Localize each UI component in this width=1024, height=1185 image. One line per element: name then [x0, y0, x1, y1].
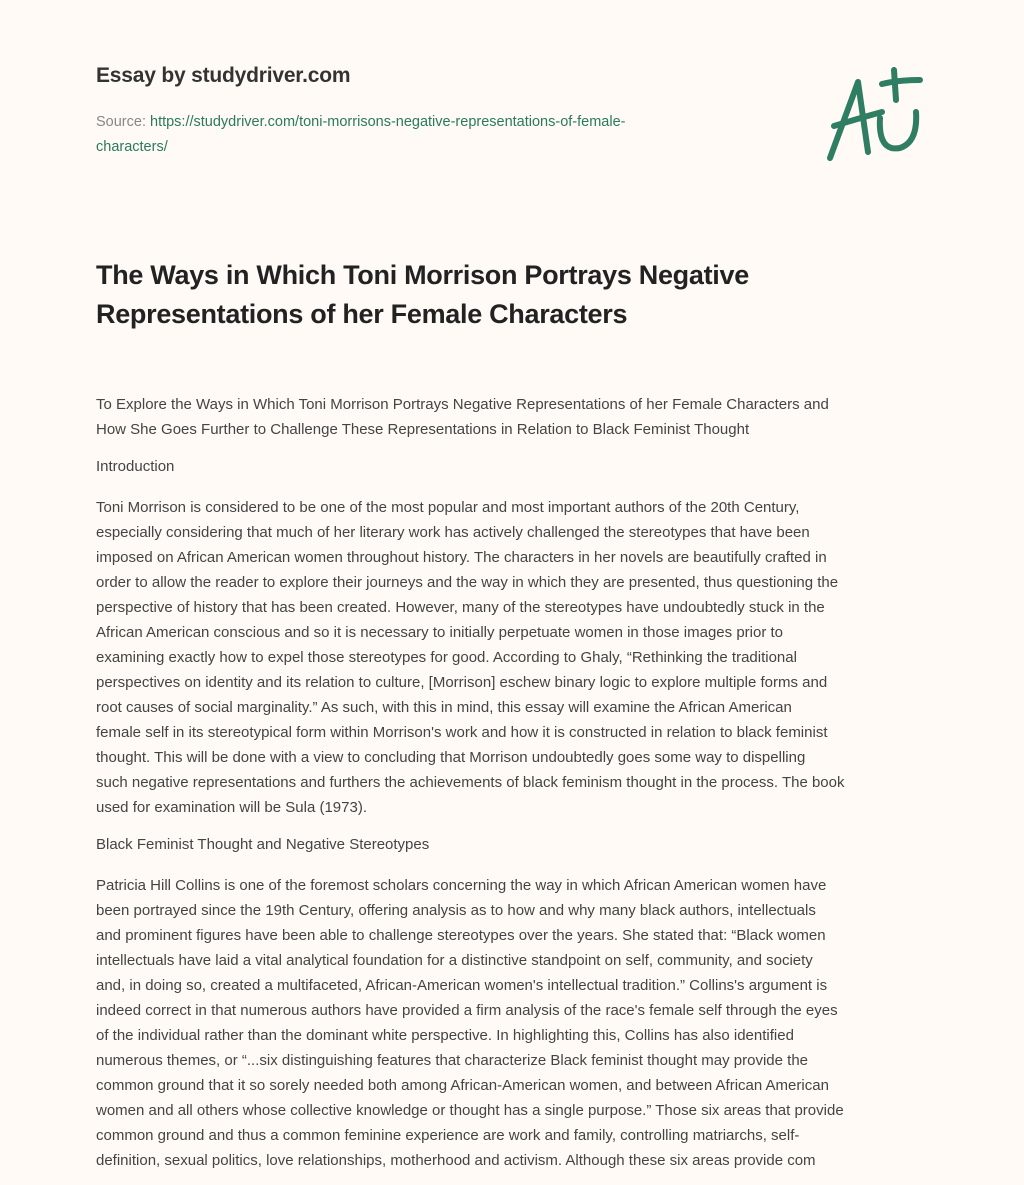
a-plus-logo-icon [820, 60, 930, 170]
text-line: intellectuals have laid a vital analytical foundation for a distinctive standpoint on self, community, and society [96, 952, 813, 969]
text-line: definition, sexual politics, love relationships, motherhood and activism. Although these six areas provide com [96, 1152, 816, 1169]
title-line: Representations of her Female Characters [96, 299, 628, 329]
section-heading [96, 832, 844, 857]
text-line: indeed correct in that numerous authors have provided a firm analysis of the race's female self through the eyes [96, 1002, 838, 1019]
text-line: especially considering that much of her literary work has actively challenged the stereotypes that have been [96, 524, 810, 541]
text-line: female self in its stereotypical form within Morrison's work and how it is constructed in relation to black feminist [96, 724, 828, 741]
paragraph [96, 392, 844, 442]
text-line: common ground that it so sorely needed both among African-American women, and between African American [96, 1077, 829, 1094]
text-line: examining exactly how to expel those stereotypes for good. According to Ghaly, “Rethinking the traditional [96, 649, 797, 666]
text-line: used for examination will be Sula (1973). [96, 799, 367, 816]
title-line: The Ways in Which Toni Morrison Portrays Negative [96, 260, 749, 290]
text-line: African American conscious and so it is necessary to initially perpetuate women in those images prior to [96, 624, 784, 641]
essay-title [96, 256, 749, 334]
text-line: Patricia Hill Collins is one of the foremost scholars concerning the way in which African American women have [96, 877, 827, 894]
text-line: Toni Morrison is considered to be one of the most popular and most important authors of the 20th Century, [96, 499, 800, 516]
text-line: imposed on African American women throughout history. The characters in her novels are beautifully crafted in [96, 549, 827, 566]
source [96, 110, 625, 160]
text-line: Introduction [96, 458, 175, 475]
text-line: and, in doing so, created a multifaceted, African-American women's intellectual tradition.” Collins's argument is [96, 977, 828, 994]
text-line: root causes of social marginality.” As such, with this in mind, this essay will examine the African American [96, 699, 792, 716]
text-line: and prominent figures have been able to challenge stereotypes over the years. She stated that: “Black women [96, 927, 826, 944]
text-line: perspective of history that has been created. However, many of the stereotypes have undoubtedly stuck in the [96, 599, 825, 616]
text-line: been portrayed since the 19th Century, offering analysis as to how and why many black authors, intellectuals [96, 902, 816, 919]
section-heading [96, 454, 844, 479]
text-line: perspectives on identity and its relation to culture, [Morrison] eschew binary logic to explore multiple forms and [96, 674, 828, 691]
text-line: such negative representations and furthers the achievements of black feminism thought in the process. The book [96, 774, 845, 791]
paragraph [96, 495, 844, 820]
text-line: Black Feminist Thought and Negative Stereotypes [96, 836, 430, 853]
text-line: common ground and thus a common feminine experience are work and family, controlling matriarchs, self- [96, 1127, 800, 1144]
text-line: To Explore the Ways in Which Toni Morrison Portrays Negative Representations of her Female Characters and [96, 396, 829, 413]
paragraph [96, 873, 844, 1173]
text-line: of the individual rather than the dominant white perspective. In highlighting this, Collins has also identified [96, 1027, 794, 1044]
brand-heading: Essay by studydriver.com [96, 64, 351, 87]
text-line: How She Goes Further to Challenge These Representations in Relation to Black Feminist Thought [96, 421, 750, 438]
text-line: women and all others whose collective knowledge or thought has a single purpose.” Those six areas that provide [96, 1102, 844, 1119]
source-label: Source: [96, 114, 150, 130]
essay-body [96, 392, 844, 1185]
source-link[interactable]: https://studydriver.com/toni-morrisons-negative-representations-of-female- characters/ [96, 114, 626, 155]
text-line: thought. This will be done with a view to concluding that Morrison undoubtedly goes some way to dispelling [96, 749, 806, 766]
text-line: order to allow the reader to explore their journeys and the way in which they are presented, thus questioning the [96, 574, 839, 591]
text-line: numerous themes, or “...six distinguishing features that characterize Black feminist thought may provide the [96, 1052, 809, 1069]
